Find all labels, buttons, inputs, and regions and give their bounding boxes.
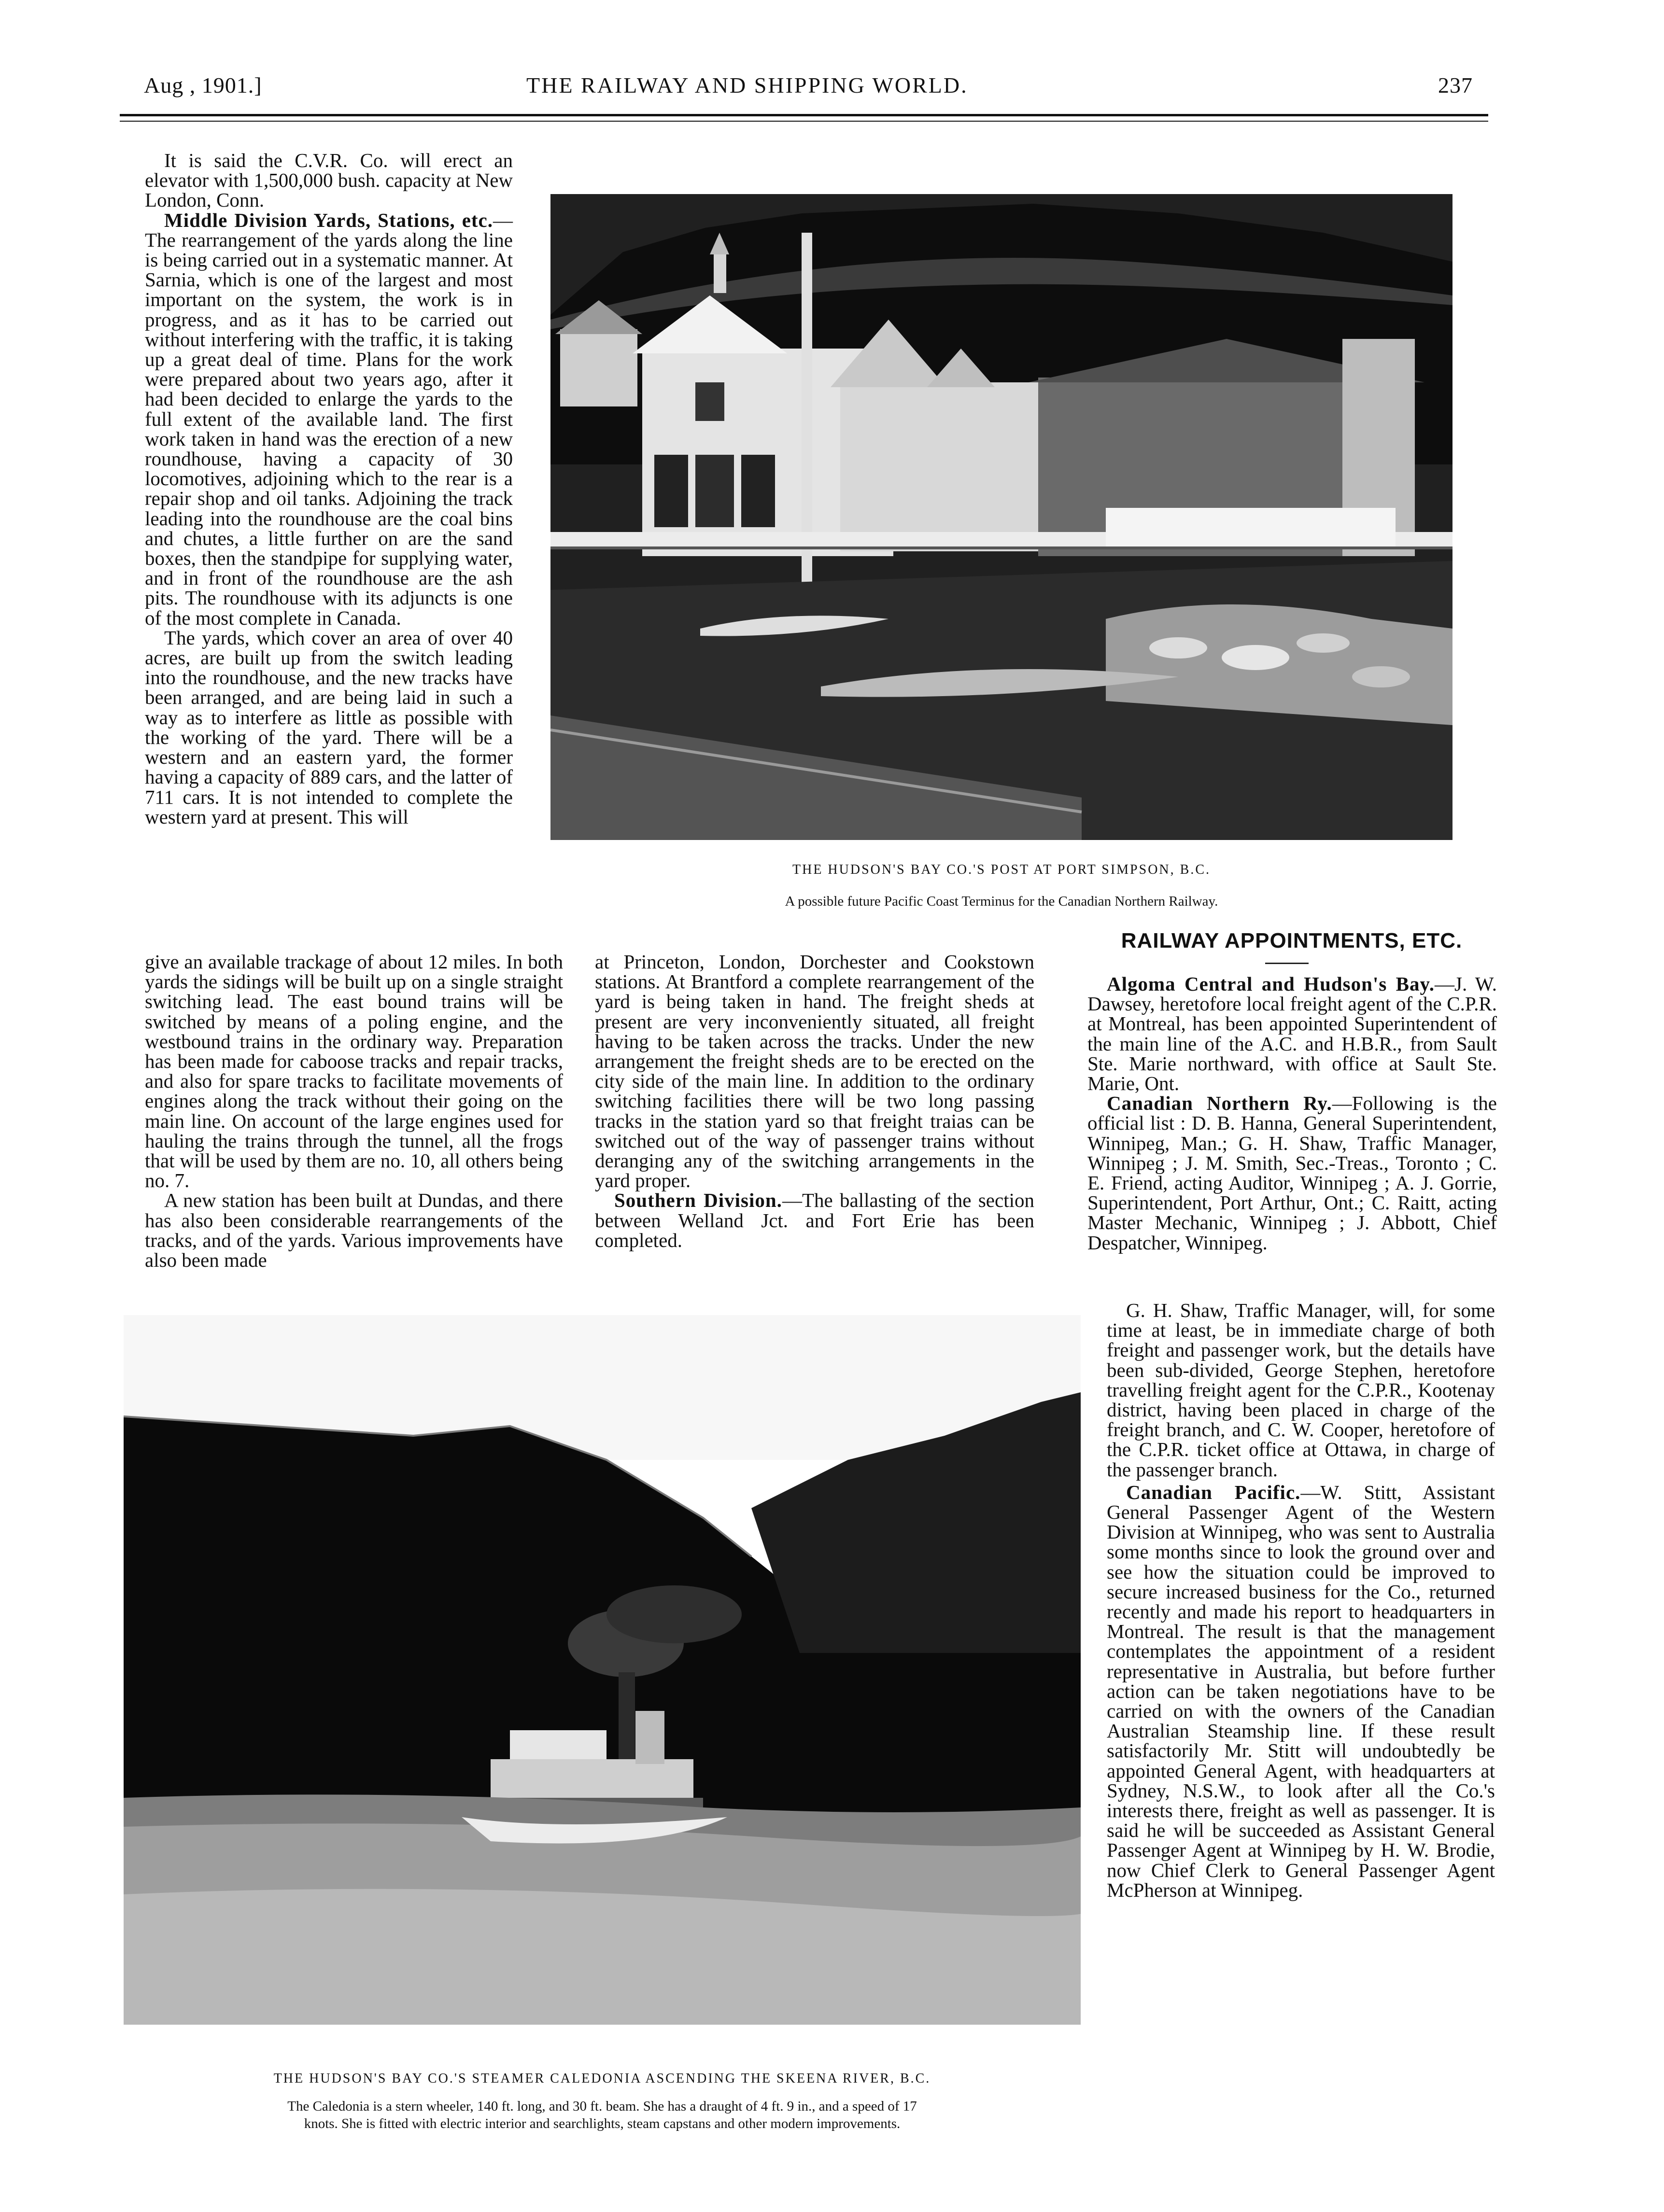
article-paragraph	[1107, 1483, 1495, 1900]
paragraph-text: —The ballasting of the section between Welland Jct. and Fort Erie has been completed.	[595, 1189, 1034, 1251]
column-3-upper	[1087, 974, 1497, 1253]
header-rule-thin	[120, 121, 1488, 122]
runin-heading-canadian-pacific: Canadian Pacific.	[1126, 1481, 1301, 1503]
header-date: Aug , 1901.]	[144, 73, 262, 98]
photo-port-simpson	[550, 194, 1452, 840]
header-rule-thick	[120, 114, 1488, 116]
column-1-lower	[145, 952, 563, 1270]
article-paragraph	[145, 210, 513, 628]
caption-port-simpson-subtitle: A possible future Pacific Coast Terminus for the Canadian Northern Railway.	[785, 894, 1218, 909]
runin-heading-southern-division: Southern Division.	[614, 1189, 782, 1212]
runin-heading-canadian-northern: Canadian Northern Ry.	[1107, 1092, 1332, 1115]
column-1-upper	[145, 151, 513, 827]
runin-heading-middle-division: Middle Division Yards, Stations, etc.	[164, 209, 493, 231]
section-heading-railway-appointments: RAILWAY APPOINTMENTS, ETC.	[1121, 929, 1463, 952]
heading-underline	[1265, 963, 1309, 964]
article-intro: It is said the C.V.R. Co. will erect an elevator with 1,500,000 bush. capacity at New London, Conn.	[145, 149, 513, 211]
photo-steamer-caledonia	[124, 1315, 1081, 2049]
caption-caledonia-subtitle-line1: The Caledonia is a stern wheeler, 140 ft. long, and 30 ft. beam. She has a draught of 4 ft. 9 in., and a speed of 17	[287, 2099, 917, 2114]
caption-caledonia-title: THE HUDSON'S BAY CO.'S STEAMER CALEDONIA ASCENDING THE SKEENA RIVER, B.C.	[273, 2071, 931, 2086]
journal-title: THE RAILWAY AND SHIPPING WORLD.	[526, 73, 968, 98]
paragraph-text: —W. Stitt, Assistant General Passenger Agent of the Western Division at Winnipeg, who was sent to Australia some months since to look the ground over and see how the situation could be improved to secure increased business for the Co., returned recently and made his report to headquarters in Montreal. The result is that the management contemplates the appointment of a resident representative in Australia, but before further action can be taken negotiations have to be carried on with the owners of the Canadian Australian Steamship line. If these result satisfactorily Mr. Stitt will undoubtedly be appointed General Agent, with headquarters at Sydney, N.S.W., to look after all the Co.'s interests there, freight as well as passenger. It is said he will be succeeded as Assistant General Passenger Agent at Winnipeg by H. W. Brodie, now Chief Clerk to General Passenger Agent McPherson at Winnipeg.	[1107, 1481, 1495, 1901]
caption-caledonia-subtitle-line2: knots. She is fitted with electric interior and searchlights, steam capstans and other modern improvements.	[304, 2116, 901, 2131]
article-paragraph: give an available trackage of about 12 miles. In both yards the sidings will be built up on a single straight switching lead. The east bound trains will be switched by means of a poling engine, and the westbound trains in the ordinary way. Preparation has been made for caboose tracks and repair tracks, and also for spare tracks to facilitate movements of engines along the track without their going on the main line. On account of the large engines used for hauling the trains through the tunnel, all the frogs that will be used by them are no. 10, all others being no. 7.	[145, 951, 563, 1192]
article-paragraph: The yards, which cover an area of over 40 acres, are built up from the switch leading into the roundhouse, and the new tracks have been arranged, and are being laid in such a way as to interfere as little as possible with the working of the yard. There will be a western and an eastern yard, the former having a capacity of 889 cars, and the latter of 711 cars. It is not intended to complete the western yard at present. This will	[145, 626, 513, 828]
article-paragraph: A new station has been built at Dundas, and there has also been considerable rearrangements of the tracks, and of the yards. Various improvements have also been made	[145, 1189, 563, 1272]
column-3-lower	[1107, 1301, 1495, 1900]
runin-heading-algoma: Algoma Central and Hudson's Bay.	[1107, 973, 1435, 995]
column-2	[595, 952, 1034, 1250]
paragraph-text: —J. W. Dawsey, heretofore local freight agent of the C.P.R. at Montreal, has been appointed Superintendent of the main line of the A.C. and H.B.R., from Sault Ste. Marie northward, with office at Sault Ste. Marie, Ont.	[1087, 973, 1497, 1095]
paragraph-text: —The rearrangement of the yards along the line is being carried out in a systematic manner. At Sarnia, which is one of the largest and most important on the system, the work is in progress, and as it has to be carried out without interfering with the traffic, it is taking up a great deal of time. Plans for the work were prepared about two years ago, after it had been decided to enlarge the yards to the full extent of the available land. The first work taken in hand was the erection of a new roundhouse, having a capacity of 30 locomotives, adjoining which to the rear is a repair shop and oil tanks. Adjoining the track leading into the roundhouse are the coal bins and chutes, a little further on are the sand boxes, then the standpipe for supplying water, and in front of the roundhouse are the ash pits. The roundhouse with its adjuncts is one of the most complete in Canada.	[145, 209, 513, 629]
page-number: 237	[1438, 73, 1473, 98]
article-paragraph	[1087, 974, 1497, 1093]
article-paragraph: G. H. Shaw, Traffic Manager, will, for some time at least, be in immediate charge of both freight and passenger work, but the details have been sub-divided, George Stephen, heretofore travelling freight agent for the C.P.R., Kootenay district, having been placed in charge of the freight branch, and C. W. Cooper, heretofore of the C.P.R. ticket office at Ottawa, in charge of the passenger branch.	[1107, 1299, 1495, 1481]
caption-port-simpson-title: THE HUDSON'S BAY CO.'S POST AT PORT SIMPSON, B.C.	[792, 862, 1211, 877]
article-paragraph: at Princeton, London, Dorchester and Cookstown stations. At Brantford a complete rearrangement of the yard is being taken in hand. The freight sheds at present are very inconveniently situated, all freight having to be taken across the tracks. Under the new arrangement the freight sheds are to be erected on the city side of the main line. In addition to the ordinary switching facilities there will be two long passing tracks in the station yard so that freight traias can be switched out of the way of passenger trains without deranging any of the switching arrangements in the yard proper.	[595, 951, 1034, 1192]
paragraph-text: —Following is the official list : D. B. Hanna, General Superintendent, Winnipeg, Man.; G. H. Shaw, Traffic Manager, Winnipeg ; J. M. Smith, Sec.-Treas., Toronto ; C. E. Friend, acting Auditor, Winnipeg ; A. J. Gorrie, Superintendent, Port Arthur, Ont.; C. Raitt, acting Master Mechanic, Winnipeg ; J. Abbott, Chief Despatcher, Winnipeg.	[1087, 1092, 1497, 1254]
article-paragraph	[595, 1190, 1034, 1250]
article-paragraph	[1087, 1093, 1497, 1253]
